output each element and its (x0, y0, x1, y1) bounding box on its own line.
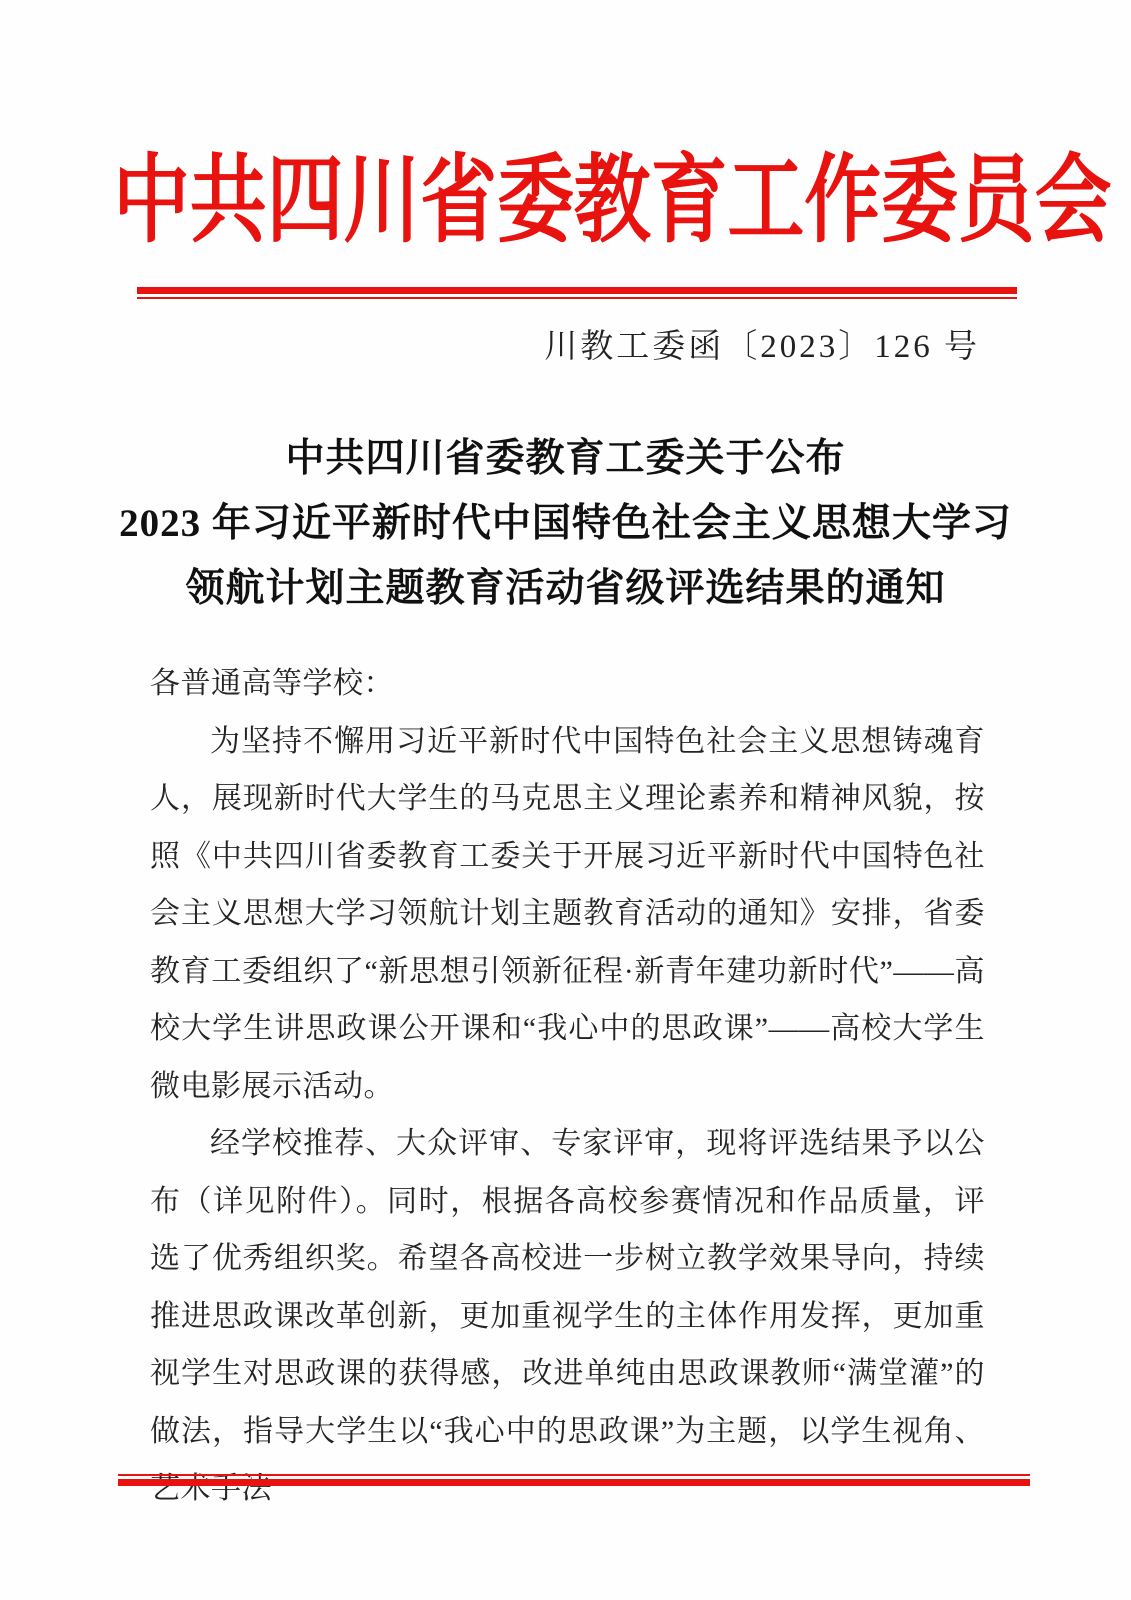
document-title-line-1: 中共四川省委教育工委关于公布 (285, 437, 846, 480)
red-divider-bottom (118, 1474, 1030, 1486)
document-title-line-3: 领航计划主题教育活动省级评选结果的通知 (185, 567, 946, 610)
red-divider-top (137, 287, 1017, 299)
salutation: 各普通高等学校： (150, 667, 394, 700)
letterhead-title: 中共四川省委教育工作委员会 (113, 147, 1112, 254)
body-paragraph-1: 为坚持不懈用习近平新时代中国特色社会主义思想铸魂育人，展现新时代大学生的马克思主义理论素养和精神风貌，按照《中共四川省委教育工委关于开展习近平新时代中国特色社会主义思想大学习领航计划主题教育活动的通知》安排，省委教育工委组织了“新思想引领新征程·新青年建功新时代”——高校大学生讲思政课公开课和“我心中的思政课”——高校大学生微电影展示活动。 (150, 724, 985, 1103)
document-number: 川教工委函〔2023〕126 号 (544, 329, 980, 365)
body-paragraph-2: 经学校推荐、大众评审、专家评审，现将评选结果予以公布（详见附件）。同时，根据各高校参赛情况和作品质量，评选了优秀组织奖。希望各高校进一步树立教学效果导向，持续推进思政课改革创新，更加重视学生的主体作用发挥，更加重视学生对思政课的获得感，改进单纯由思政课教师“满堂灌”的做法，指导大学生以“我心中的思政课”为主题，以学生视角、艺术手法 (150, 1127, 985, 1505)
document-title (0, 426, 1131, 621)
document-body (150, 655, 985, 1518)
document-title-line-2: 2023 年习近平新时代中国特色社会主义思想大学习 (119, 502, 1012, 545)
